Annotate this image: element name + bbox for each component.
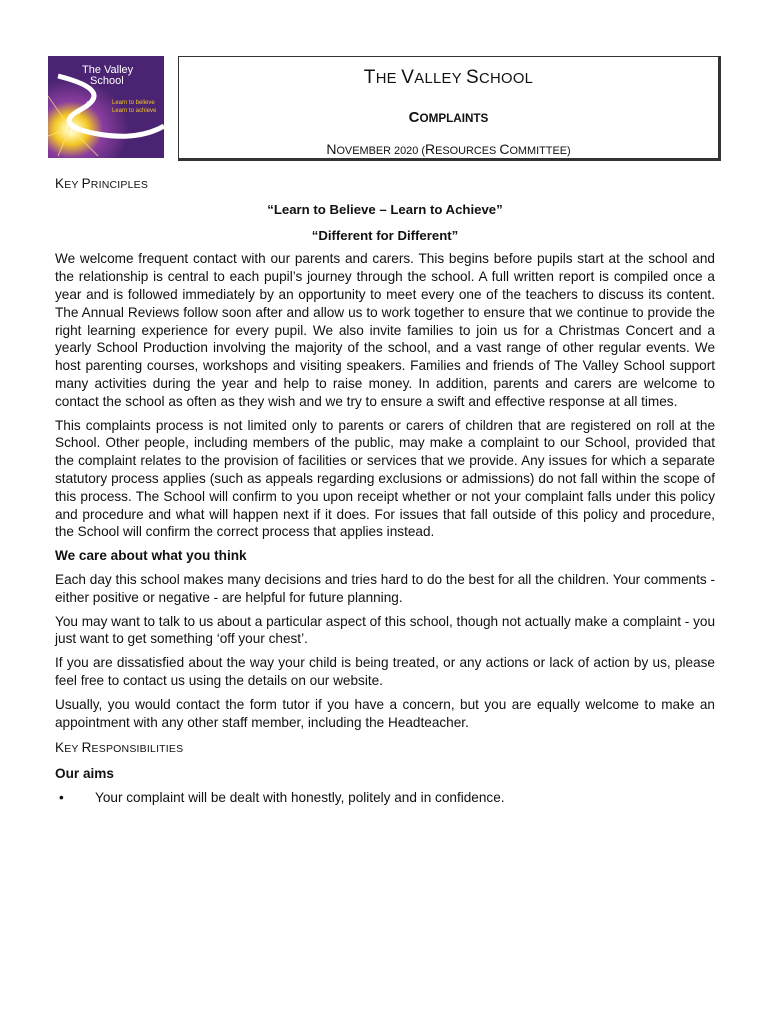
paragraph-scope: This complaints process is not limited only to parents or carers of children that are registered on roll at the School. Other people, including members of the public, may make a complaint to our School, provided that the complaint relates to the provision of facilities or services that we provide. Any issues for which a separate statutory process applies (such as appeals regarding exclusions or admissions) do not fall within the scope of this process. The School will confirm to you upon receipt whether or not your complaint falls under this policy and procedure and what will happen next if it does. For issues that fall outside of this policy and procedure, the School will confirm the correct process that applies instead. xyxy=(55,417,715,540)
logo-tagline1: Learn to believe xyxy=(112,100,155,106)
motto-1: “Learn to Believe – Learn to Achieve” xyxy=(267,201,503,217)
care-heading: We care about what you think xyxy=(55,548,247,564)
motto-2: “Different for Different” xyxy=(311,227,459,243)
paragraph-contact-tutor: Usually, you would contact the form tutor if you have a concern, but you are equally welcome to make an appointment with any other staff member, including the Headteacher. xyxy=(55,696,715,730)
school-logo xyxy=(48,56,164,158)
document-date: NOVEMBER 2020 (RESOURCES COMMITTEE) xyxy=(326,141,571,157)
logo-name-line2: School xyxy=(90,75,124,87)
paragraph-dissatisfied: If you are dissatisfied about the way your child is being treated, or any actions or lack of action by us, please feel free to contact us using the details on our website. xyxy=(55,655,715,688)
logo-name-line1: The Valley xyxy=(82,64,134,76)
logo-tagline2: Learn to achieve xyxy=(112,108,157,114)
document-title: COMPLAINTS xyxy=(408,109,489,126)
key-responsibilities-heading: KEY RESPONSIBILITIES xyxy=(55,740,184,756)
document-body xyxy=(55,175,715,807)
list-item xyxy=(55,789,715,807)
bullet-icon: • xyxy=(59,789,64,805)
title-box xyxy=(178,56,721,161)
aims-heading: Our aims xyxy=(55,766,114,782)
school-name: THE VALLEY SCHOOL xyxy=(363,67,534,88)
paragraph-decisions: Each day this school makes many decisions and tries hard to do the best for all the children. Your comments - either positive or negative - are helpful for future planning. xyxy=(55,571,715,605)
paragraph-contact: We welcome frequent contact with our parents and carers. This begins before pupils start at the school and the relationship is central to each pupil’s journey through the school. A full written report is compiled once a year and is followed immediately by an opportunity to meet every one of the teachers to discuss its content. The Annual Reviews follow soon after and allow us to work together to ensure that we continue to provide the right learning experience for every pupil. We also invite families to join us for a Christmas Concert and a yearly School Production involving the majority of the school, and a vast range of other regular events. We host parenting courses, workshops and visiting speakers. Families and friends of The Valley School support many activities during the year and help to raise money. In addition, parents and carers are welcome to contact the school as often as they wish and we try to ensure a swift and effective response at all times. xyxy=(55,251,715,409)
list-item-text: Your complaint will be dealt with honestly, politely and in confidence. xyxy=(95,789,505,805)
key-principles-heading: KEY PRINCIPLES xyxy=(55,176,149,191)
paragraph-talk: You may want to talk to us about a particular aspect of this school, though not actually make a complaint - you just want to get something ‘off your chest’. xyxy=(55,613,715,647)
